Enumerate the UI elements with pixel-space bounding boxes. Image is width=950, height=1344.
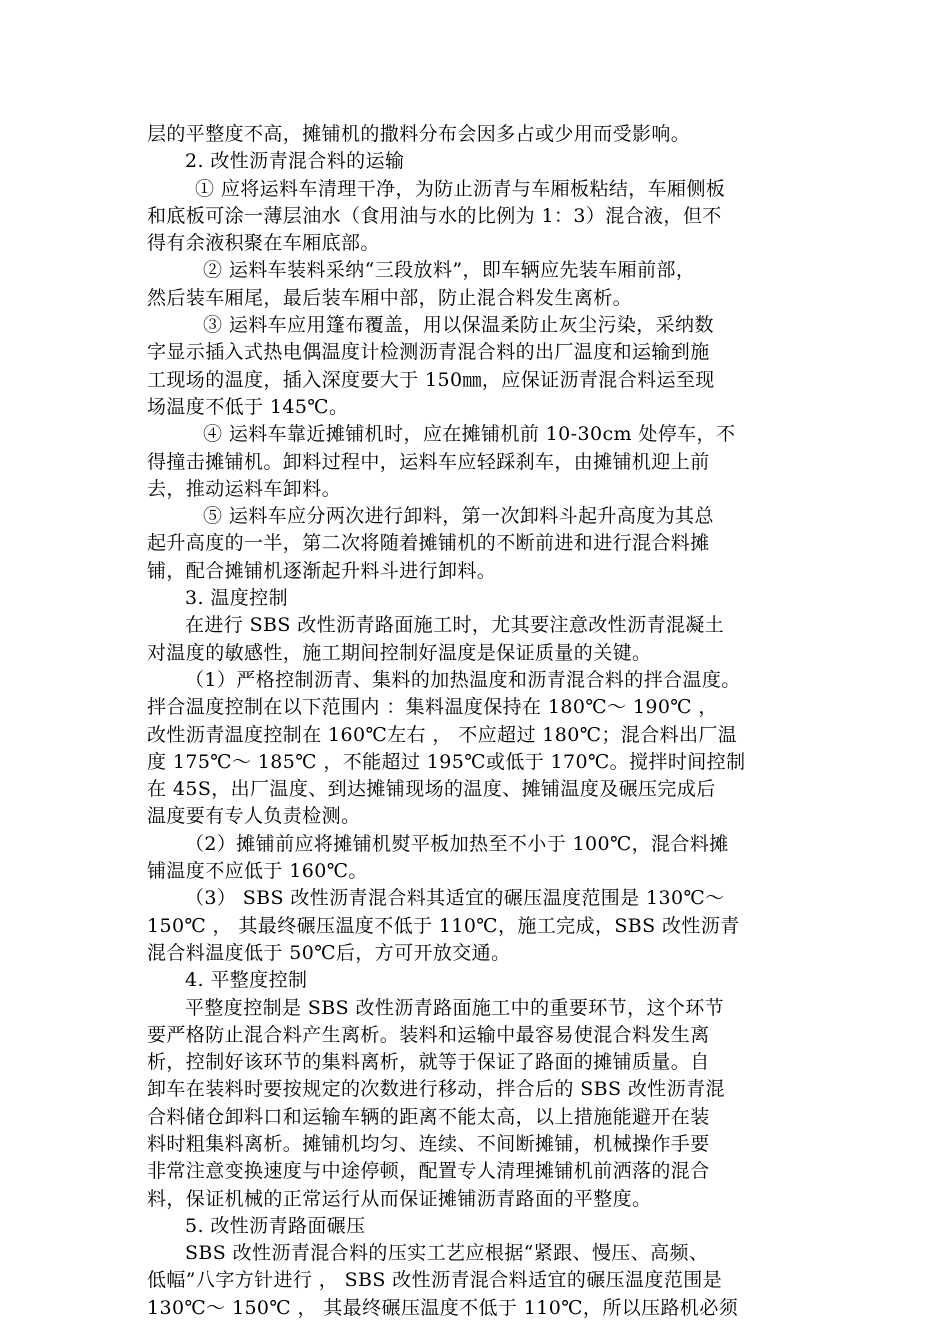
text-line: 得撞击摊铺机。卸料过程中，运料车应轻踩刹车，由摊铺机迎上前 — [147, 450, 710, 473]
text-line: 得有余液积聚在车厢底部。 — [147, 232, 380, 255]
text-line: 层的平整度不高，摊铺机的撒料分布会因多占或少用而受影响。 — [147, 123, 691, 145]
text-line: 150℃ ， 其最终碾压温度不低于 110℃，施工完成，SBS 改性沥青 — [147, 914, 740, 937]
text-line: 130℃～ 150℃ ， 其最终碾压温度不低于 110℃，所以压路机必须 — [147, 1296, 739, 1319]
text-line: 铺温度不应低于 160℃。 — [147, 860, 368, 883]
text-line: 混合料温度低于 50℃后，方可开放交通。 — [147, 941, 511, 964]
text-line: 低幅”八字方针进行 ， SBS 改性沥青混合料适宜的碾压温度范围是 — [147, 1269, 723, 1292]
text-line: （2）摊铺前应将摊铺机熨平板加热至不小于 100℃，混合料摊 — [185, 832, 729, 855]
text-line: 在进行 SBS 改性沥青路面施工时，尤其要注意改性沥青混凝土 — [185, 614, 725, 637]
text-line: 去，推动运料车卸料。 — [147, 477, 342, 500]
text-line: 卸车在装料时要按规定的次数进行移动，拌合后的 SBS 改性沥青混 — [147, 1078, 725, 1101]
body-text — [147, 121, 807, 1322]
text-line: 合料储仓卸料口和运输车辆的距离不能太高，以上措施能避开在装 — [147, 1105, 710, 1128]
text-line: 料时粗集料离析。摊铺机均匀、连续、不间断摊铺，机械操作手要 — [147, 1132, 710, 1155]
text-line: 3. 温度控制 — [185, 587, 288, 610]
text-line: ④ 运料车靠近摊铺机时，应在摊铺机前 10-30cm 处停车，不 — [203, 423, 736, 446]
text-line: 拌合温度控制在以下范围内 ：集料温度保持在 180℃～ 190℃ ， — [147, 696, 718, 719]
text-line: 对温度的敏感性，施工期间控制好温度是保证质量的关键。 — [147, 641, 652, 664]
text-line: 然后装车厢尾，最后装车厢中部，防止混合料发生离析。 — [147, 286, 633, 309]
text-line: ① 应将运料车清理干净，为防止沥青与车厢板粘结，车厢侧板 — [195, 177, 726, 200]
text-line: 和底板可涂一薄层油水（食用油与水的比例为 1：3）混合液，但不 — [147, 204, 722, 227]
text-line: （3） SBS 改性沥青混合料其适宜的碾压温度范围是 130℃～ — [185, 887, 725, 910]
text-line: 改性沥青温度控制在 160℃左右 ， 不应超过 180℃；混合料出厂温 — [147, 723, 738, 746]
text-line: ⑤ 运料车应分两次进行卸料，第一次卸料斗起升高度为其总 — [203, 505, 714, 528]
text-line: 场温度不低于 145℃。 — [147, 395, 349, 418]
text-line: 字显示插入式热电偶温度计检测沥青混合料的出厂温度和运输到施 — [147, 341, 710, 364]
text-line: ② 运料车装料采纳“三段放料”，即车辆应先装车厢前部， — [203, 259, 696, 282]
text-line: 温度要有专人负责检测。 — [147, 805, 361, 828]
text-line: 铺，配合摊铺机逐渐起升料斗进行卸料。 — [147, 559, 497, 582]
text-line: ③ 运料车应用篷布覆盖，用以保温柔防止灰尘污染，采纳数 — [203, 314, 714, 337]
text-line: 在 45S，出厂温度、到达摊铺现场的温度、摊铺温度及碾压完成后 — [147, 778, 716, 801]
text-line: 2. 改性沥青混合料的运输 — [185, 150, 405, 173]
text-line: （1）严格控制沥青、集料的加热温度和沥青混合料的拌合温度。 — [185, 668, 741, 691]
text-line: 4. 平整度控制 — [185, 969, 308, 992]
text-line: 平整度控制是 SBS 改性沥青路面施工中的重要环节，这个环节 — [185, 996, 725, 1019]
text-line: 工现场的温度，插入深度要大于 150㎜，应保证沥青混合料运至现 — [147, 368, 715, 391]
text-line: 起升高度的一半，第二次将随着摊铺机的不断前进和进行混合料摊 — [147, 532, 710, 555]
text-line: 度 175℃～ 185℃ ，不能超过 195℃或低于 170℃。搅拌时间控制 — [147, 750, 746, 773]
text-line: 析，控制好该环节的集料离析，就等于保证了路面的摊铺质量。自 — [147, 1051, 710, 1074]
text-line: 要严格防止混合料产生离析。装料和运输中最容易使混合料发生离 — [147, 1023, 710, 1046]
text-line: 料，保证机械的正常运行从而保证摊铺沥青路面的平整度。 — [147, 1187, 652, 1210]
text-line: 5. 改性沥青路面碾压 — [185, 1214, 366, 1237]
text-line: SBS 改性沥青混合料的压实工艺应根据“紧跟、慢压、高频、 — [185, 1242, 709, 1265]
text-line: 非常注意变换速度与中途停顿，配置专人清理摊铺机前洒落的混合 — [147, 1160, 710, 1183]
